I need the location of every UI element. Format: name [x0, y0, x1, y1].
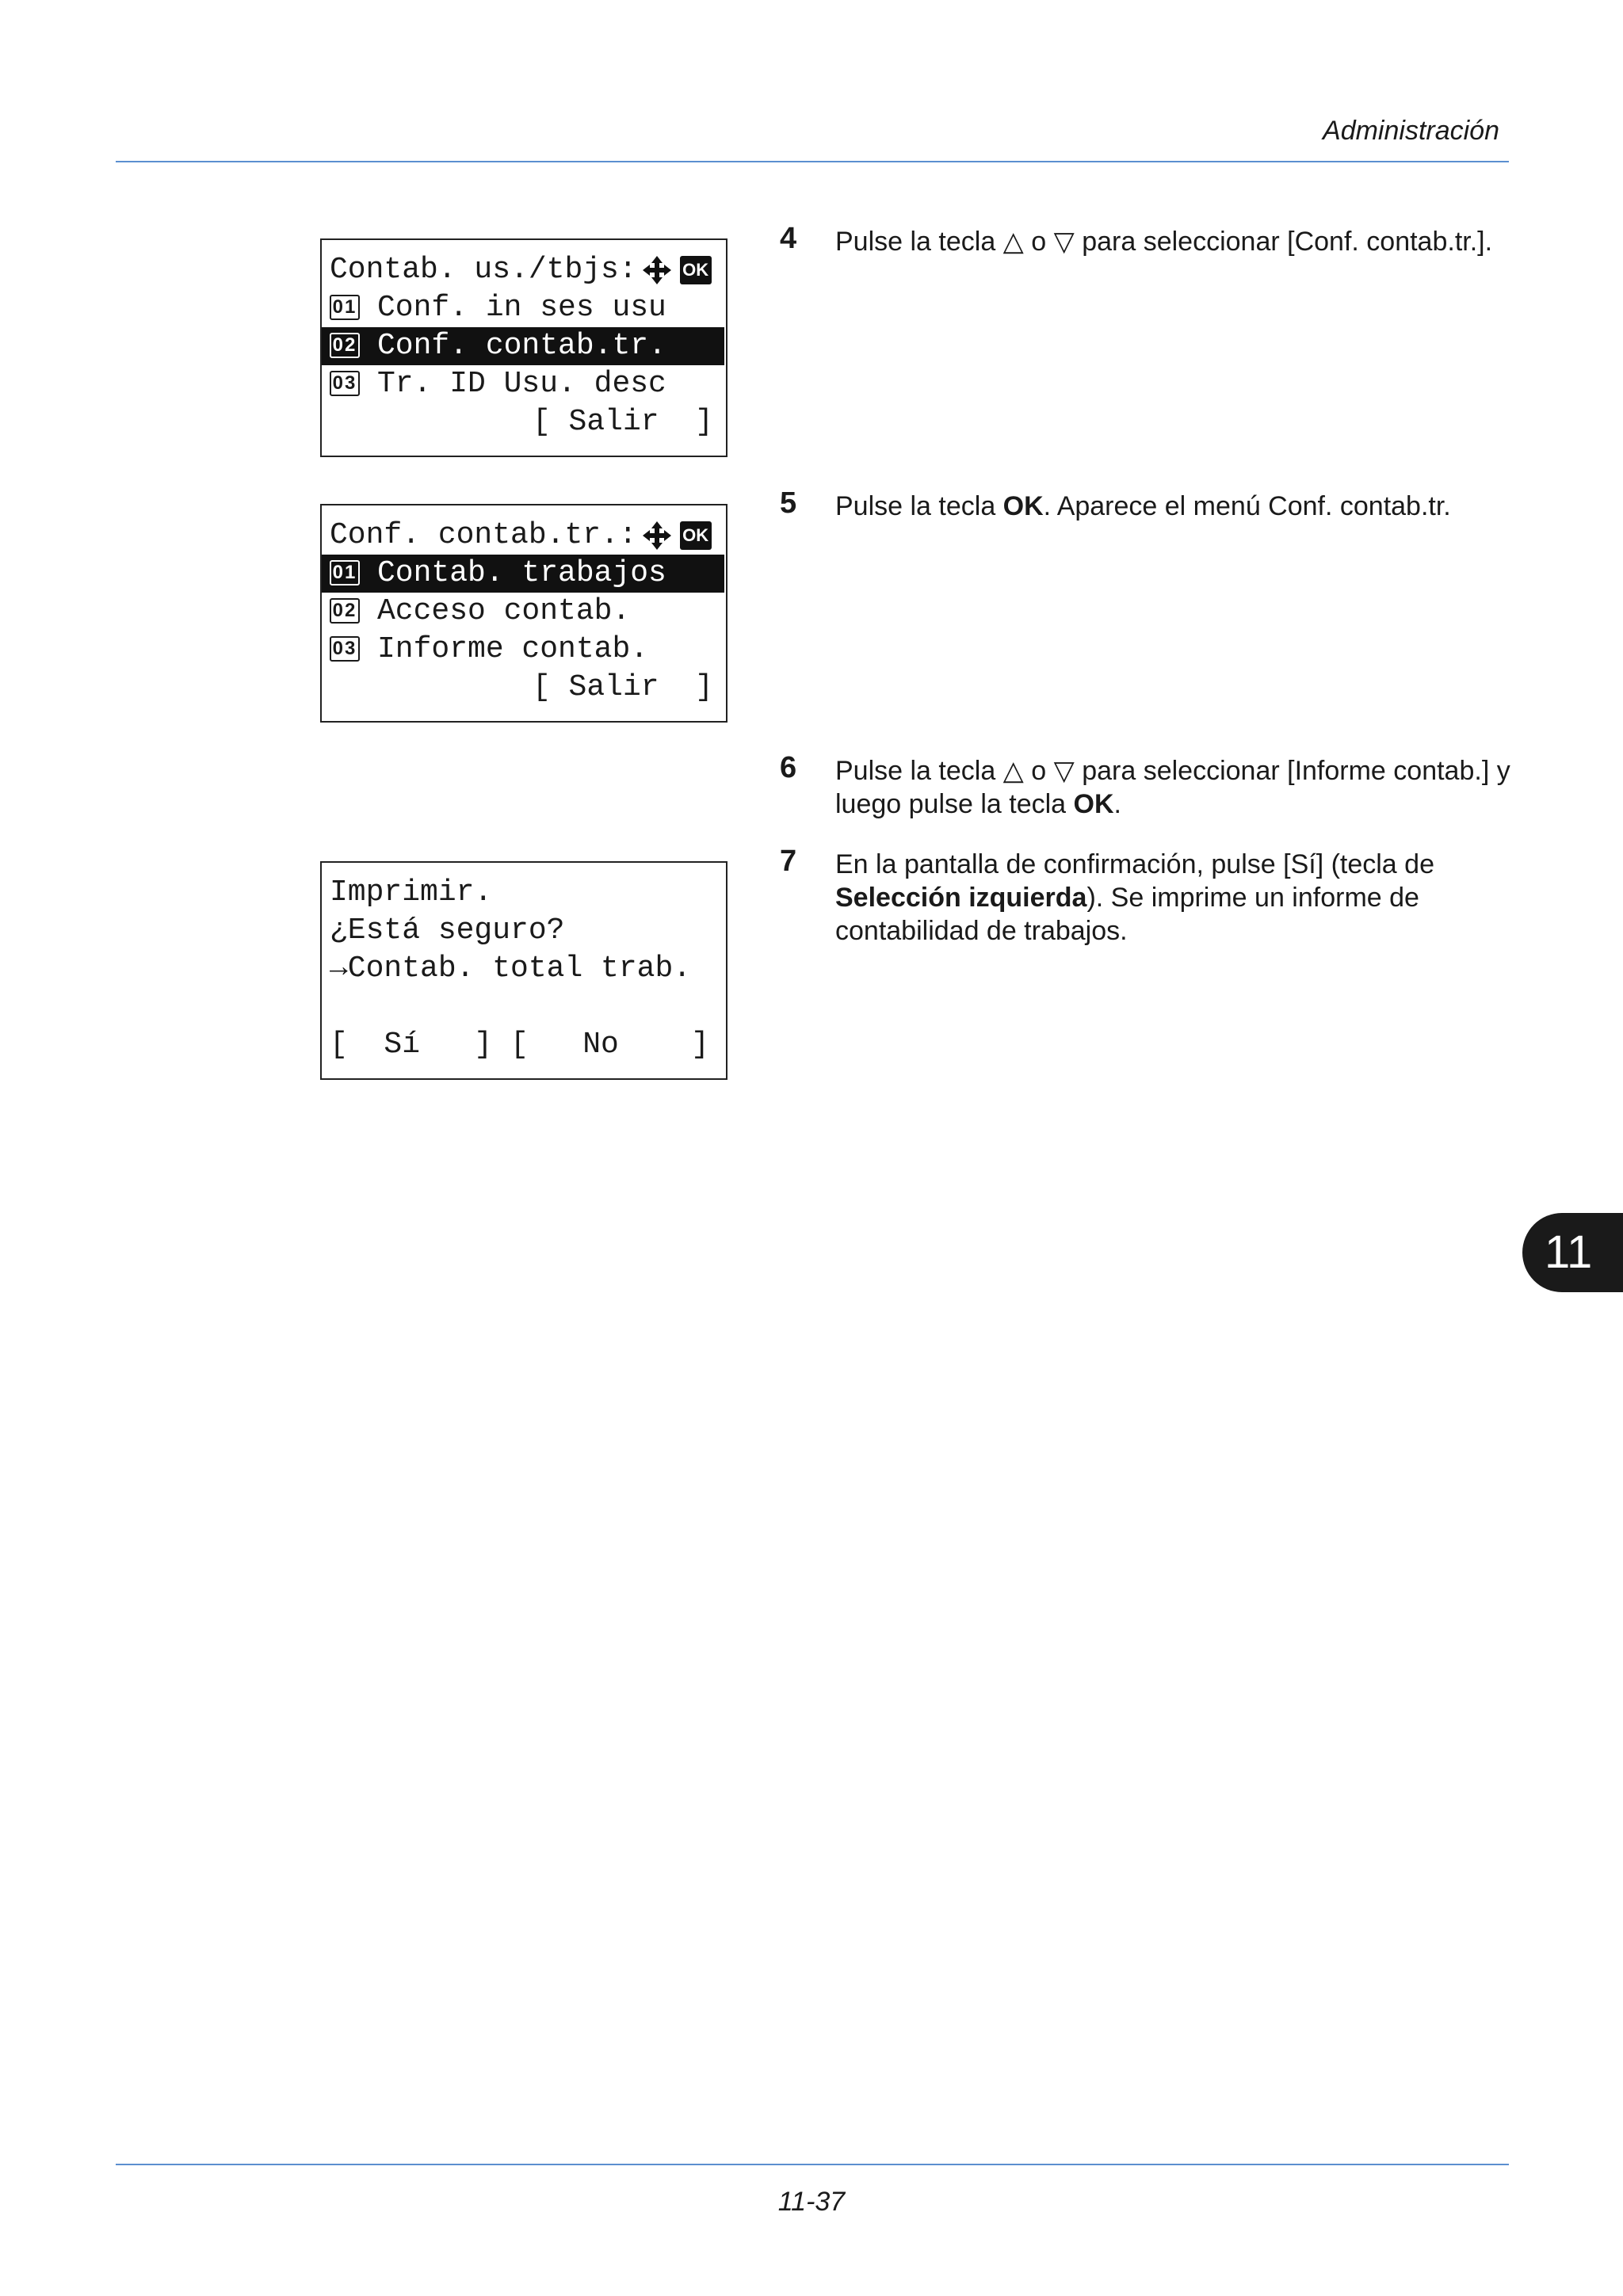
lcd-title-text: Conf. contab.tr.:	[330, 518, 637, 552]
lcd-menu-item[interactable]	[322, 593, 726, 631]
lcd-title	[322, 517, 726, 555]
step-key-name: Selección izquierda	[835, 883, 1087, 913]
item-number-icon: 02	[330, 598, 360, 624]
ok-icon: OK	[680, 521, 712, 550]
step-text	[835, 754, 1525, 821]
item-number-icon: 03	[330, 371, 360, 396]
header-title: Administración	[1323, 116, 1499, 146]
lcd-menu-item[interactable]	[322, 289, 726, 327]
step-number: 6	[780, 751, 797, 784]
step-text-part: Pulse la tecla △ o ▽ para seleccionar [Informe contab.] y luego pulse la tecla	[835, 756, 1510, 819]
step-text	[835, 848, 1525, 948]
lcd-softkeys-yes-no[interactable]: [ Sí ] [ No ]	[330, 1028, 709, 1062]
lcd-message-line: →Contab. total trab.	[330, 952, 692, 986]
step-text-part: ). Se imprime un informe de contabilidad de trabajos.	[835, 883, 1419, 946]
ok-icon: OK	[680, 256, 712, 284]
header-rule	[116, 161, 1509, 162]
step-text: Pulse la tecla △ o ▽ para seleccionar [Conf. contab.tr.].	[835, 227, 1493, 257]
step-key-name: OK	[1073, 789, 1114, 819]
four-way-arrow-icon	[640, 254, 674, 287]
lcd-menu-item[interactable]	[322, 631, 726, 669]
item-number-icon: 02	[330, 333, 360, 358]
lcd-panel-account-menu	[320, 238, 727, 457]
item-number-icon: 01	[330, 295, 360, 320]
step-text-part: Pulse la tecla	[835, 491, 1003, 521]
step-text	[835, 490, 1525, 523]
chapter-tab: 11	[1522, 1213, 1623, 1292]
lcd-exit-softkey[interactable]: [ Salir ]	[532, 670, 713, 704]
lcd-title-text: Contab. us./tbjs:	[330, 253, 637, 287]
lcd-menu-item-selected[interactable]	[322, 327, 724, 365]
lcd-item-label: Contab. trabajos	[377, 556, 666, 590]
lcd-panel-job-accounting	[320, 504, 727, 723]
step-number: 7	[780, 845, 797, 878]
step-text-part: . Aparece el menú Conf. contab.tr.	[1043, 491, 1451, 521]
lcd-item-label: Acceso contab.	[377, 594, 631, 628]
footer-rule	[116, 2164, 1509, 2165]
lcd-item-label: Tr. ID Usu. desc	[377, 367, 666, 401]
lcd-blank-line	[322, 988, 726, 1026]
lcd-menu-item[interactable]	[322, 365, 726, 403]
item-number-icon: 01	[330, 560, 360, 585]
lcd-exit-softkey[interactable]: [ Salir ]	[532, 405, 713, 439]
lcd-message-line: Imprimir.	[330, 875, 493, 910]
four-way-arrow-icon	[640, 519, 674, 552]
lcd-item-label: Conf. contab.tr.	[377, 329, 666, 363]
lcd-item-label: Conf. in ses usu	[377, 291, 666, 325]
page-number: 11-37	[777, 2187, 846, 2217]
lcd-message-line: ¿Está seguro?	[330, 913, 565, 948]
step-text-part: .	[1113, 789, 1121, 819]
step-key-name: OK	[1002, 491, 1044, 521]
lcd-title	[322, 251, 726, 289]
step-number: 5	[780, 486, 797, 520]
step-number: 4	[780, 222, 797, 255]
lcd-menu-item-selected[interactable]	[322, 555, 724, 593]
lcd-panel-confirmation	[320, 861, 727, 1080]
item-number-icon: 03	[330, 636, 360, 662]
lcd-item-label: Informe contab.	[377, 632, 649, 666]
step-text-part: En la pantalla de confirmación, pulse [Sí] (tecla de	[835, 849, 1434, 879]
